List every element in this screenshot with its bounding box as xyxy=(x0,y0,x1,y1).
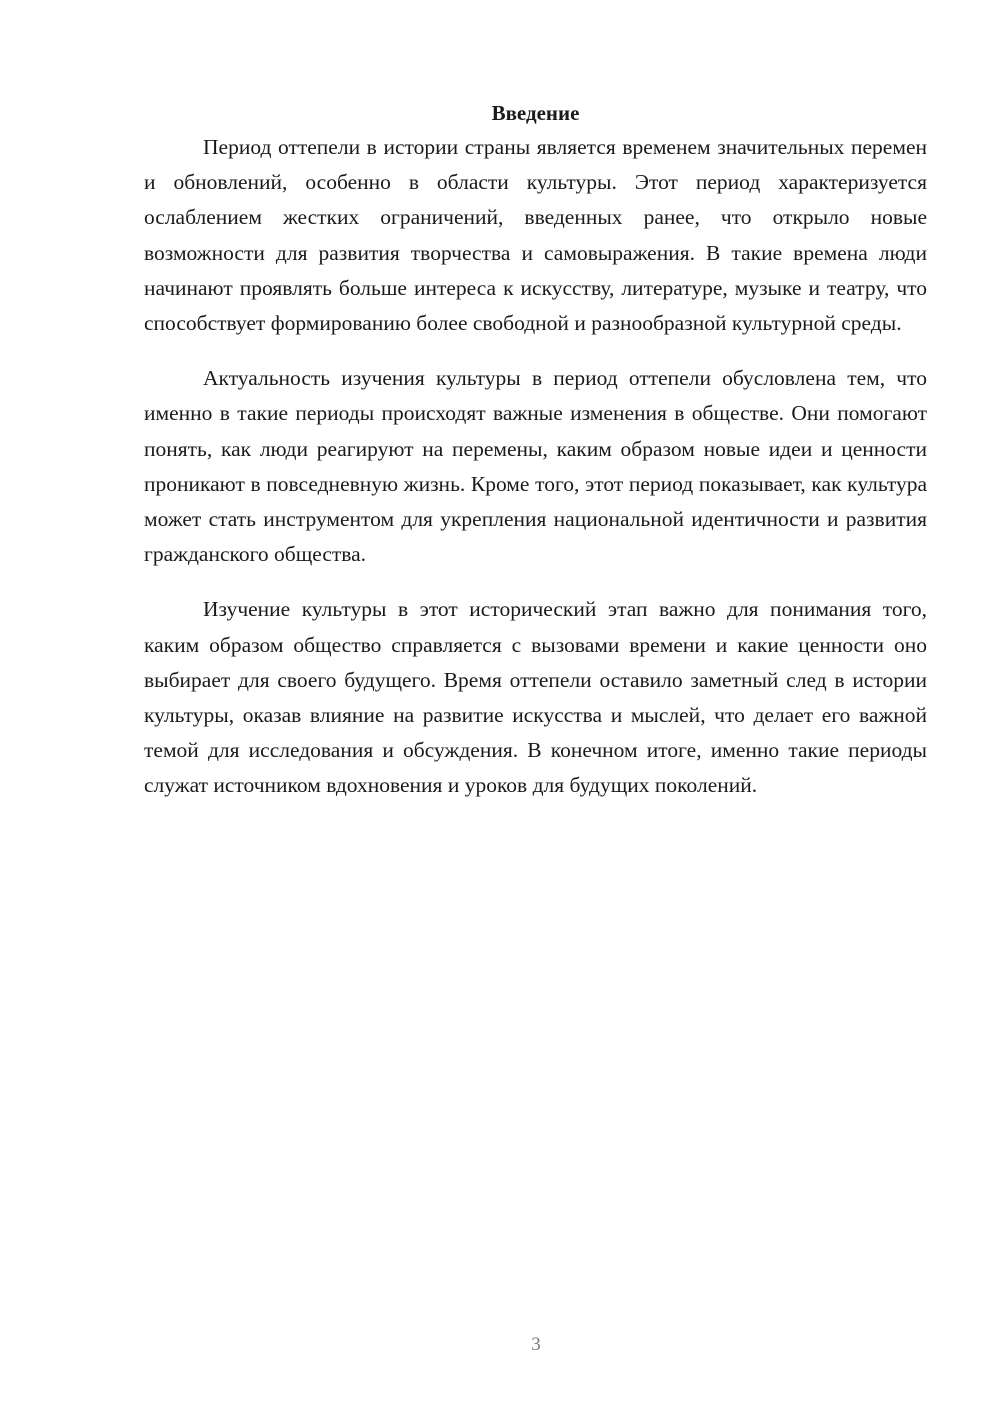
page-number: 3 xyxy=(531,1334,541,1355)
paragraph-1: Период оттепели в истории страны является временем значительных перемен и обновлений, особенно в области культуры. Этот период характеризуется ослаблением жестких ограничений, введенных ранее, что открыло новые возможности для развития творчества и самовыражения. В такие времена люди начинают проявлять больше интереса к искусству, литературе, музыке и театру, что способствует формированию более свободной и разнообразной культурной среды. xyxy=(144,135,927,336)
paragraph-2: Актуальность изучения культуры в период оттепели обусловлена тем, что именно в такие периоды происходят важные изменения в обществе. Они помогают понять, как люди реагируют на перемены, каким образом новые идеи и ценности проникают в повседневную жизнь. Кроме того, этот период показывает, как культура может стать инструментом для укрепления национальной идентичности и развития гражданского общества. xyxy=(144,366,927,567)
paragraph-3: Изучение культуры в этот исторический этап важно для понимания того, каким образом общество справляется с вызовами времени и какие ценности оно выбирает для своего будущего. Время оттепели оставило заметный след в истории культуры, оказав влияние на развитие искусства и мыслей, что делает его важной темой для исследования и обсуждения. В конечном итоге, именно такие периоды служат источником вдохновения и уроков для будущих поколений. xyxy=(144,597,927,798)
page-content xyxy=(144,96,927,824)
section-title: Введение xyxy=(491,101,580,125)
